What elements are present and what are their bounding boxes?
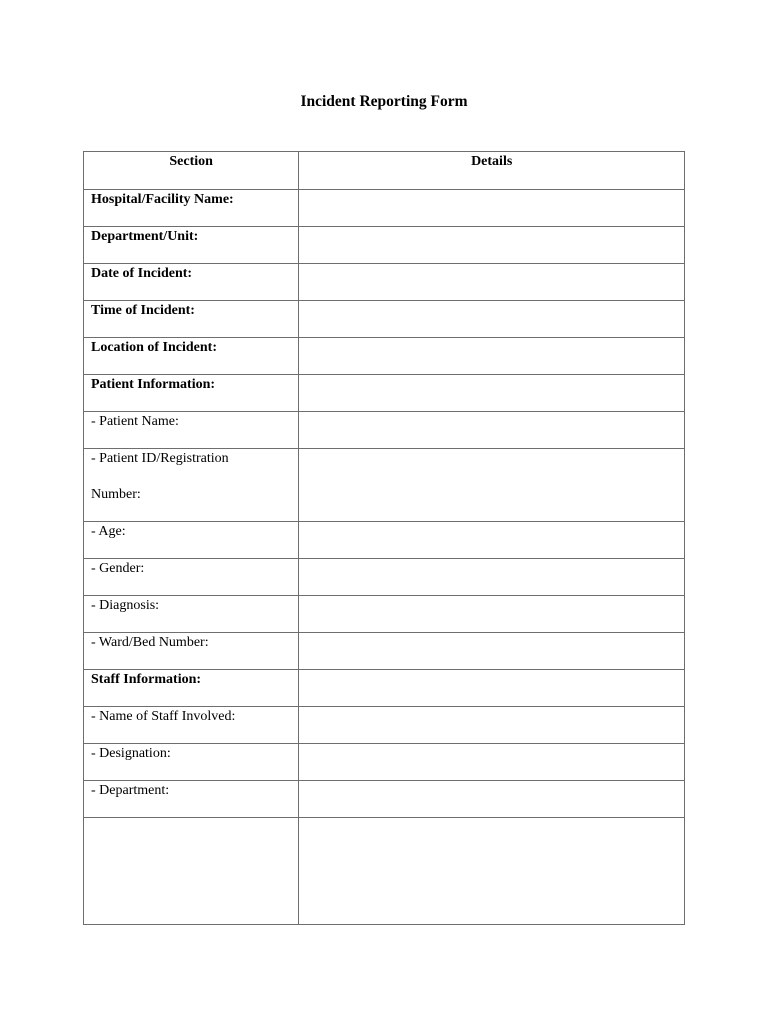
table-row [84,707,685,744]
table-row [84,596,685,633]
table-row [84,338,685,375]
row-label-designation: - Designation: [84,744,299,781]
details-field-designation[interactable] [299,744,685,781]
details-field-staff-department[interactable] [299,781,685,818]
row-label-diagnosis: - Diagnosis: [84,596,299,633]
details-field-location-of-incident[interactable] [299,338,685,375]
table-row [84,449,685,522]
details-field-time-of-incident[interactable] [299,301,685,338]
details-field-patient-information[interactable] [299,375,685,412]
details-column-header: Details [299,152,685,190]
row-label-time-of-incident: Time of Incident: [84,301,299,338]
row-label-ward-bed-number: - Ward/Bed Number: [84,633,299,670]
table-row [84,633,685,670]
row-label-patient-id [84,449,299,522]
row-label-age: - Age: [84,522,299,559]
row-label-patient-id-line-2: Number: [91,487,141,502]
details-field-patient-name[interactable] [299,412,685,449]
row-label-staff-information: Staff Information: [84,670,299,707]
table-row [84,190,685,227]
details-field-ward-bed-number[interactable] [299,633,685,670]
table-row [84,522,685,559]
blank-section-cell[interactable] [84,818,299,925]
blank-details-cell[interactable] [299,818,685,925]
table-row [84,227,685,264]
table-row [84,744,685,781]
row-label-date-of-incident: Date of Incident: [84,264,299,301]
row-label-patient-id-line-1: - Patient ID/Registration [91,451,229,466]
table-row [84,670,685,707]
row-label-patient-name: - Patient Name: [84,412,299,449]
table-row [84,301,685,338]
row-label-facility-name: Hospital/Facility Name: [84,190,299,227]
details-field-date-of-incident[interactable] [299,264,685,301]
table-header-row [84,152,685,190]
form-title: Incident Reporting Form [300,93,468,110]
details-field-age[interactable] [299,522,685,559]
row-label-patient-information: Patient Information: [84,375,299,412]
row-label-department-unit: Department/Unit: [84,227,299,264]
row-label-location-of-incident: Location of Incident: [84,338,299,375]
table-row [84,412,685,449]
table-row [84,375,685,412]
details-field-department-unit[interactable] [299,227,685,264]
table-row [84,781,685,818]
row-label-gender: - Gender: [84,559,299,596]
table-row [84,264,685,301]
table-row-blank [84,818,685,925]
details-field-gender[interactable] [299,559,685,596]
details-field-staff-name[interactable] [299,707,685,744]
details-field-patient-id[interactable] [299,449,685,522]
details-field-diagnosis[interactable] [299,596,685,633]
section-column-header: Section [84,152,299,190]
details-field-staff-information[interactable] [299,670,685,707]
incident-form-table [83,151,685,925]
table-row [84,559,685,596]
row-label-staff-department: - Department: [84,781,299,818]
row-label-staff-name: - Name of Staff Involved: [84,707,299,744]
details-field-facility-name[interactable] [299,190,685,227]
